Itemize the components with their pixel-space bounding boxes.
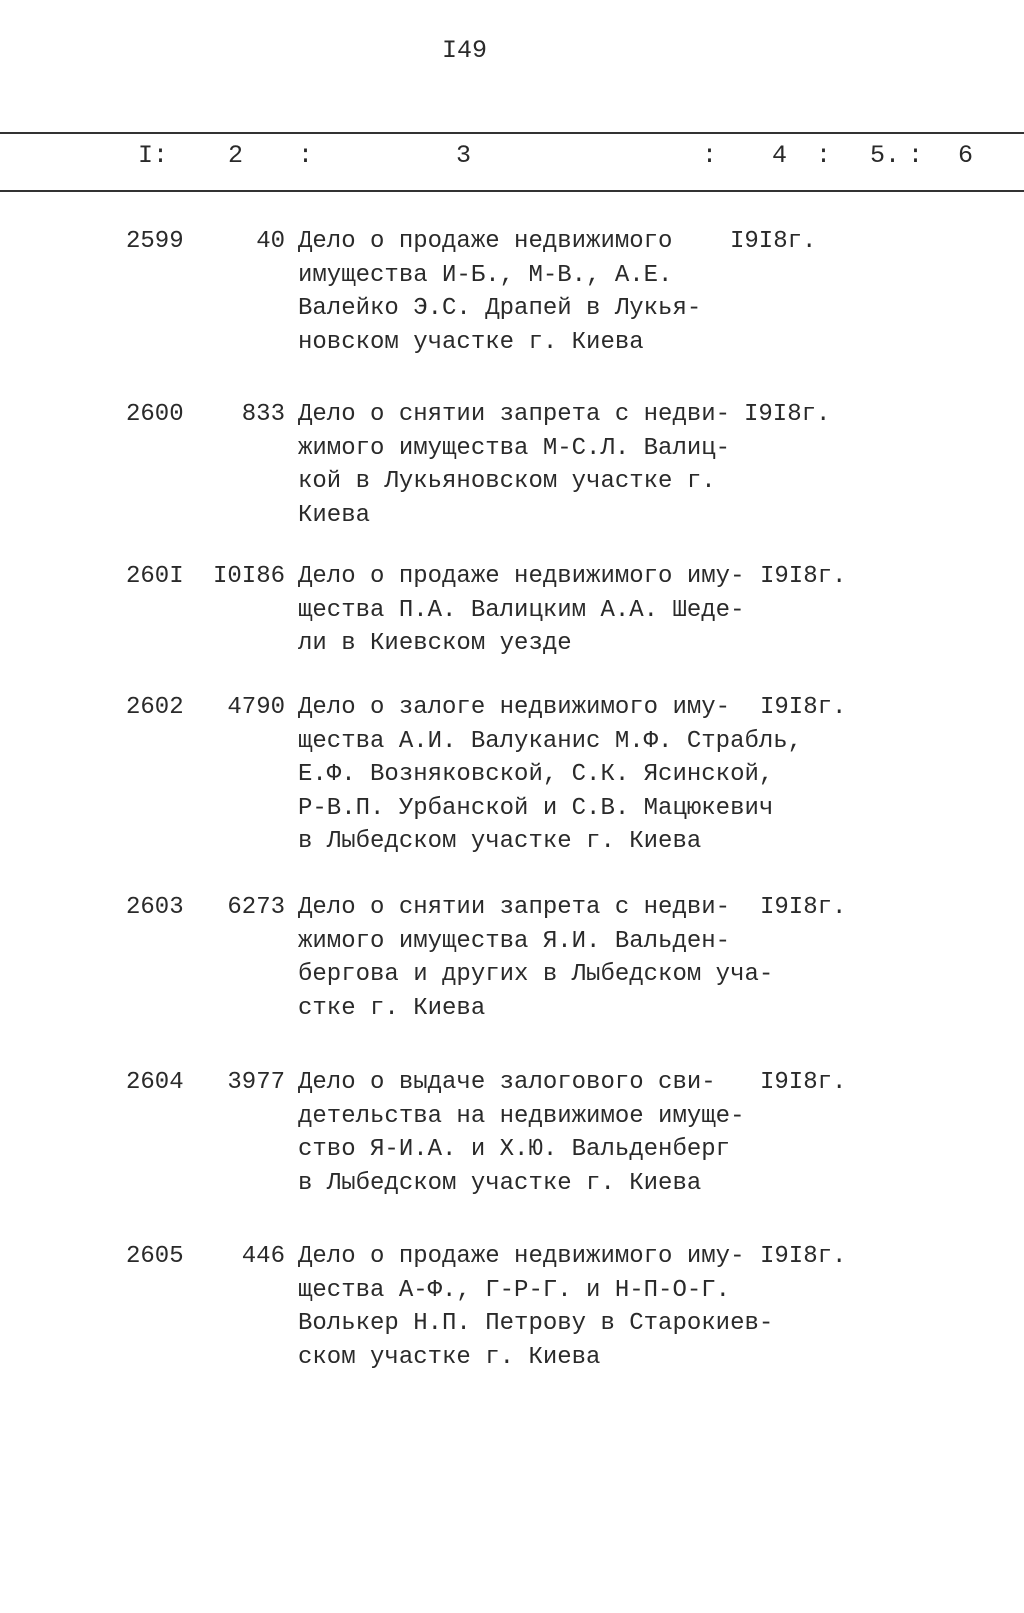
entry-number: 260I: [126, 563, 184, 590]
description-line: Р-В.П. Урбанской и С.В. Мацюкевич: [298, 794, 774, 822]
entry-description: [298, 891, 773, 1025]
header-bottom-rule: [0, 190, 1024, 192]
description-line: детельства на недвижимое имуще-: [298, 1102, 745, 1130]
description-line: Дело о продаже недвижимого иму-: [298, 1243, 745, 1270]
column-header-6: :: [816, 141, 832, 170]
entry-description: [298, 225, 701, 359]
description-line: Дело о снятии запрета с недви-: [298, 401, 731, 428]
column-header-5: 4: [772, 141, 788, 170]
description-line: щества А-Ф., Г-Р-Г. и Н-П-О-Г.: [298, 1276, 731, 1304]
entry-description: [298, 1066, 744, 1200]
entry-number: 2599: [126, 228, 184, 255]
description-line: Дело о снятии запрета с недви-: [298, 894, 731, 921]
description-line: жимого имущества Я.И. Вальден-: [298, 927, 731, 955]
description-line: Дело о продаже недвижимого: [298, 228, 673, 255]
description-line: Е.Ф. Возняковской, С.К. Ясинской,: [298, 761, 774, 788]
entry-description: [298, 1240, 773, 1374]
description-line: щества А.И. Валуканис М.Ф. Страбль,: [298, 727, 803, 755]
entry-reference: I0I86: [212, 563, 285, 590]
entry-year: I9I8г.: [760, 563, 847, 590]
entry-year: I9I8г.: [760, 894, 847, 921]
description-line: Валейко Э.С. Драпей в Лукья-: [298, 295, 702, 322]
description-line: жимого имущества М-С.Л. Валиц-: [298, 434, 731, 462]
column-header-4: :: [702, 141, 718, 170]
entry-year: I9I8г.: [730, 228, 817, 255]
entry-number: 2605: [126, 1243, 184, 1270]
column-header-0: I:: [138, 141, 169, 170]
entry-description: [298, 398, 730, 532]
column-header-8: :: [908, 141, 924, 170]
entry-reference: 3977: [227, 1069, 285, 1096]
entry-year: I9I8г.: [760, 1243, 847, 1270]
description-line: Дело о выдаче залогового сви-: [298, 1069, 716, 1096]
column-header-7: 5.: [870, 141, 901, 170]
description-line: в Лыбедском участке г. Киева: [298, 1169, 702, 1197]
entry-year: I9I8г.: [744, 401, 831, 428]
entry-reference: 6273: [227, 894, 285, 921]
description-line: стке г. Киева: [298, 994, 486, 1022]
entry-year: I9I8г.: [760, 1069, 847, 1096]
description-line: имущества И-Б., М-В., А.Е.: [298, 261, 673, 289]
entry-number: 2600: [126, 401, 184, 428]
entry-number: 2602: [126, 694, 184, 721]
column-header-3: 3: [456, 141, 472, 170]
description-line: Дело о залоге недвижимого иму-: [298, 694, 731, 721]
description-line: новском участке г. Киева: [298, 328, 644, 356]
description-line: в Лыбедском участке г. Киева: [298, 828, 702, 855]
description-line: ство Я-И.А. и Х.Ю. Вальденберг: [298, 1136, 731, 1163]
description-line: Киева: [298, 501, 371, 529]
entry-reference: 4790: [227, 694, 285, 721]
description-line: ли в Киевском уезде: [298, 630, 572, 657]
column-header-9: 6: [958, 141, 974, 170]
description-line: Дело о продаже недвижимого иму-: [298, 563, 745, 590]
description-line: щества П.А. Валицким А.А. Шеде-: [298, 596, 745, 624]
header-top-rule: [0, 132, 1024, 134]
entry-year: I9I8г.: [760, 694, 847, 721]
column-header-2: :: [298, 141, 314, 170]
entry-reference: 833: [241, 401, 285, 428]
entry-description: [298, 560, 744, 661]
column-header-1: 2: [228, 141, 244, 170]
entry-number: 2604: [126, 1069, 184, 1096]
description-line: бергова и других в Лыбедском уча-: [298, 961, 774, 988]
description-line: Волькер Н.П. Петрову в Старокиев-: [298, 1310, 774, 1337]
entry-description: [298, 691, 802, 859]
entry-reference: 40: [256, 228, 285, 255]
description-line: кой в Лукьяновском участке г.: [298, 468, 716, 495]
page-number: I49: [442, 36, 488, 65]
entry-number: 2603: [126, 894, 184, 921]
description-line: ском участке г. Киева: [298, 1343, 601, 1371]
entry-reference: 446: [241, 1243, 285, 1270]
